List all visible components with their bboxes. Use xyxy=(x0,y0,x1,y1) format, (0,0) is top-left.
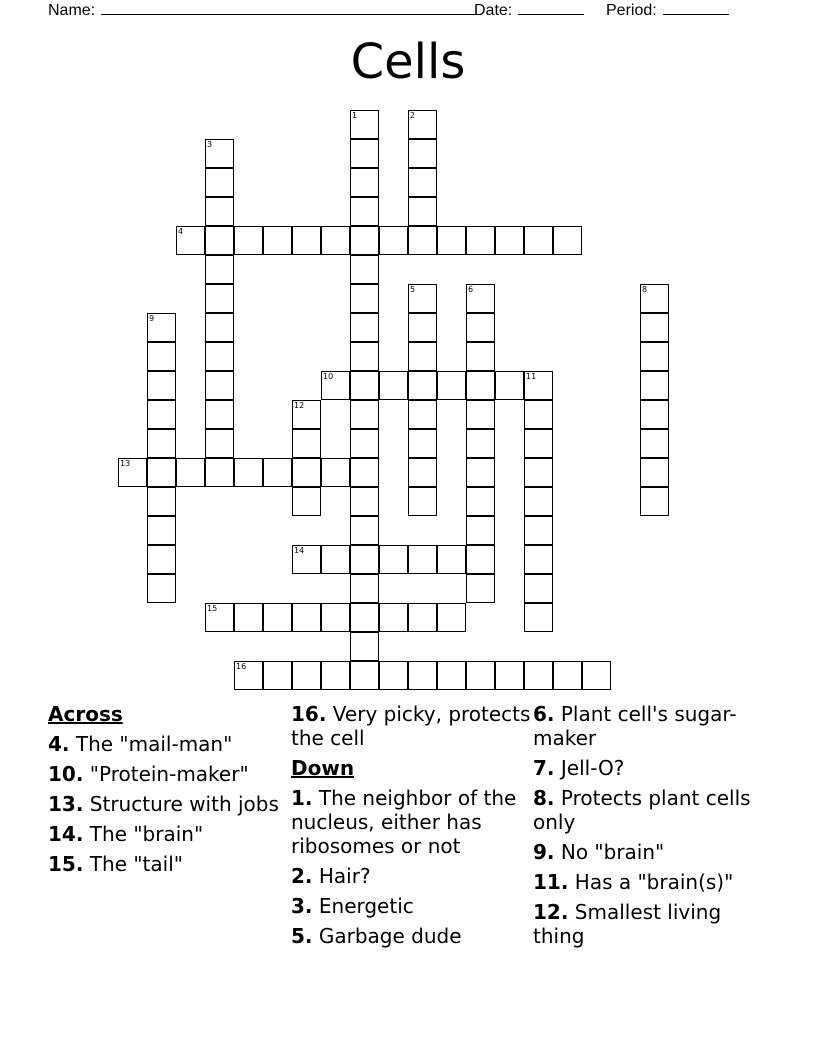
grid-cell[interactable] xyxy=(147,371,176,400)
grid-cell[interactable] xyxy=(205,226,234,255)
grid-cell[interactable] xyxy=(524,661,553,690)
clue-number-label: 6 xyxy=(468,285,474,294)
down-heading: Down xyxy=(291,756,355,780)
grid-cell[interactable] xyxy=(205,197,234,226)
grid-cell[interactable] xyxy=(205,284,234,313)
grid-cell[interactable] xyxy=(321,458,350,487)
grid-cell[interactable] xyxy=(350,516,379,545)
grid-cell[interactable] xyxy=(466,545,495,574)
grid-cell[interactable] xyxy=(379,545,408,574)
grid-cell[interactable] xyxy=(350,342,379,371)
down-clue: 3. Energetic xyxy=(291,894,414,918)
grid-cell[interactable] xyxy=(205,400,234,429)
grid-cell[interactable] xyxy=(205,371,234,400)
grid-cell[interactable] xyxy=(147,342,176,371)
grid-cell[interactable] xyxy=(205,342,234,371)
grid-cell[interactable] xyxy=(147,429,176,458)
grid-cell[interactable] xyxy=(640,371,669,400)
grid-cell[interactable] xyxy=(466,226,495,255)
grid-cell[interactable] xyxy=(350,226,379,255)
clue-number-label: 9 xyxy=(149,314,155,323)
grid-cell[interactable] xyxy=(234,603,263,632)
clue-number-label: 16 xyxy=(236,662,247,671)
clue-number-label: 5 xyxy=(410,285,416,294)
grid-cell[interactable] xyxy=(350,632,379,661)
grid-cell[interactable] xyxy=(553,226,582,255)
grid-cell[interactable] xyxy=(466,313,495,342)
grid-cell[interactable] xyxy=(524,487,553,516)
grid-cell[interactable] xyxy=(408,458,437,487)
grid-cell[interactable] xyxy=(292,226,321,255)
grid-cell[interactable] xyxy=(292,458,321,487)
grid-cell[interactable] xyxy=(292,661,321,690)
grid-cell[interactable] xyxy=(321,545,350,574)
grid-cell[interactable] xyxy=(147,545,176,574)
grid-cell[interactable] xyxy=(437,371,466,400)
name-label: Name: xyxy=(48,2,96,19)
grid-cell[interactable] xyxy=(408,226,437,255)
down-clue: 1. The neighbor of the nucleus, either has ribosomes or not xyxy=(291,786,517,858)
grid-cell[interactable] xyxy=(408,603,437,632)
period-label: Period: xyxy=(606,2,657,19)
grid-cell[interactable] xyxy=(524,400,553,429)
grid-cell[interactable] xyxy=(495,661,524,690)
grid-cell[interactable] xyxy=(408,139,437,168)
down-clue: 2. Hair? xyxy=(291,864,371,888)
clue-number-label: 13 xyxy=(120,459,131,468)
grid-cell[interactable] xyxy=(205,168,234,197)
across-clue: 16. Very picky, protects the cell xyxy=(291,702,531,750)
clue-column-2 xyxy=(291,702,531,954)
across-heading: Across xyxy=(48,702,123,726)
down-clue: 12. Smallest living thing xyxy=(533,900,722,948)
grid-cell[interactable] xyxy=(524,226,553,255)
grid-cell[interactable] xyxy=(524,458,553,487)
grid-cell[interactable] xyxy=(147,516,176,545)
date-label: Date: xyxy=(474,2,513,19)
grid-cell[interactable] xyxy=(466,458,495,487)
down-clue: 9. No "brain" xyxy=(533,840,665,864)
grid-cell[interactable] xyxy=(379,661,408,690)
grid-cell[interactable] xyxy=(234,458,263,487)
grid-cell[interactable] xyxy=(466,574,495,603)
grid-cell[interactable] xyxy=(263,226,292,255)
across-clue: 14. The "brain" xyxy=(48,822,204,846)
grid-cell[interactable] xyxy=(408,371,437,400)
across-clue: 15. The "tail" xyxy=(48,852,183,876)
grid-cell[interactable] xyxy=(263,661,292,690)
grid-cell[interactable] xyxy=(466,429,495,458)
grid-cell[interactable] xyxy=(379,371,408,400)
grid-cell[interactable] xyxy=(350,168,379,197)
grid-cell[interactable] xyxy=(640,429,669,458)
down-clue: 5. Garbage dude xyxy=(291,924,462,948)
grid-cell[interactable] xyxy=(408,342,437,371)
grid-cell[interactable] xyxy=(466,661,495,690)
grid-cell[interactable] xyxy=(263,458,292,487)
grid-cell[interactable] xyxy=(350,429,379,458)
grid-cell[interactable] xyxy=(147,400,176,429)
grid-cell[interactable] xyxy=(524,545,553,574)
grid-cell[interactable] xyxy=(640,342,669,371)
grid-cell[interactable] xyxy=(466,516,495,545)
grid-cell[interactable] xyxy=(524,516,553,545)
grid-cell[interactable] xyxy=(176,458,205,487)
grid-cell[interactable] xyxy=(321,226,350,255)
grid-cell[interactable] xyxy=(205,458,234,487)
grid-cell[interactable] xyxy=(350,197,379,226)
across-clue: 10. "Protein-maker" xyxy=(48,762,249,786)
grid-cell[interactable] xyxy=(466,371,495,400)
grid-cell[interactable] xyxy=(524,429,553,458)
grid-cell[interactable] xyxy=(350,574,379,603)
clue-number-label: 12 xyxy=(294,401,305,410)
grid-cell[interactable] xyxy=(437,226,466,255)
grid-cell[interactable] xyxy=(640,487,669,516)
grid-cell[interactable] xyxy=(350,284,379,313)
grid-cell[interactable] xyxy=(640,400,669,429)
grid-cell[interactable] xyxy=(350,371,379,400)
grid-cell[interactable] xyxy=(321,603,350,632)
grid-cell[interactable] xyxy=(408,661,437,690)
across-clue: 13. Structure with jobs xyxy=(48,792,279,816)
clue-column-3 xyxy=(533,702,773,954)
grid-cell[interactable] xyxy=(437,545,466,574)
down-clue: 8. Protects plant cells only xyxy=(533,786,751,834)
grid-cell[interactable] xyxy=(350,458,379,487)
grid-cell[interactable] xyxy=(437,661,466,690)
clue-number-label: 8 xyxy=(642,285,648,294)
clue-number-label: 4 xyxy=(178,227,184,236)
down-clue: 7. Jell-O? xyxy=(533,756,625,780)
clue-number-label: 15 xyxy=(207,604,218,613)
grid-cell[interactable] xyxy=(582,661,611,690)
clue-number-label: 2 xyxy=(410,111,416,120)
grid-cell[interactable] xyxy=(408,168,437,197)
down-clue: 6. Plant cell's sugar-maker xyxy=(533,702,737,750)
grid-cell[interactable] xyxy=(292,429,321,458)
grid-cell[interactable] xyxy=(495,226,524,255)
grid-cell[interactable] xyxy=(147,574,176,603)
grid-cell[interactable] xyxy=(524,574,553,603)
grid-cell[interactable] xyxy=(379,226,408,255)
grid-cell[interactable] xyxy=(350,661,379,690)
clue-column-1 xyxy=(48,702,288,882)
grid-cell[interactable] xyxy=(205,255,234,284)
grid-cell[interactable] xyxy=(640,313,669,342)
grid-cell[interactable] xyxy=(640,458,669,487)
grid-cell[interactable] xyxy=(466,342,495,371)
grid-cell[interactable] xyxy=(350,255,379,284)
across-clue: 4. The "mail-man" xyxy=(48,732,233,756)
grid-cell[interactable] xyxy=(524,603,553,632)
grid-cell[interactable] xyxy=(408,313,437,342)
grid-cell[interactable] xyxy=(495,371,524,400)
grid-cell[interactable] xyxy=(147,458,176,487)
grid-cell[interactable] xyxy=(553,661,582,690)
grid-cell[interactable] xyxy=(350,487,379,516)
grid-cell[interactable] xyxy=(350,603,379,632)
grid-cell[interactable] xyxy=(408,487,437,516)
clue-number-label: 3 xyxy=(207,140,213,149)
grid-cell[interactable] xyxy=(292,603,321,632)
grid-cell[interactable] xyxy=(321,661,350,690)
grid-cell[interactable] xyxy=(147,487,176,516)
grid-cell[interactable] xyxy=(350,545,379,574)
clue-number-label: 14 xyxy=(294,546,305,555)
grid-cell[interactable] xyxy=(408,400,437,429)
grid-cell[interactable] xyxy=(408,545,437,574)
grid-cell[interactable] xyxy=(350,313,379,342)
grid-cell[interactable] xyxy=(437,603,466,632)
grid-cell[interactable] xyxy=(466,487,495,516)
grid-cell[interactable] xyxy=(263,603,292,632)
grid-cell[interactable] xyxy=(379,603,408,632)
down-clue: 11. Has a "brain(s)" xyxy=(533,870,734,894)
clue-number-label: 11 xyxy=(526,372,537,381)
grid-cell[interactable] xyxy=(234,226,263,255)
clue-number-label: 1 xyxy=(352,111,358,120)
grid-cell[interactable] xyxy=(350,139,379,168)
page-title: Cells xyxy=(350,34,466,90)
clue-number-label: 10 xyxy=(323,372,334,381)
grid-cell[interactable] xyxy=(350,400,379,429)
grid-cell[interactable] xyxy=(205,429,234,458)
grid-cell[interactable] xyxy=(205,313,234,342)
grid-cell[interactable] xyxy=(408,429,437,458)
grid-cell[interactable] xyxy=(292,487,321,516)
grid-cell[interactable] xyxy=(466,400,495,429)
grid-cell[interactable] xyxy=(408,197,437,226)
